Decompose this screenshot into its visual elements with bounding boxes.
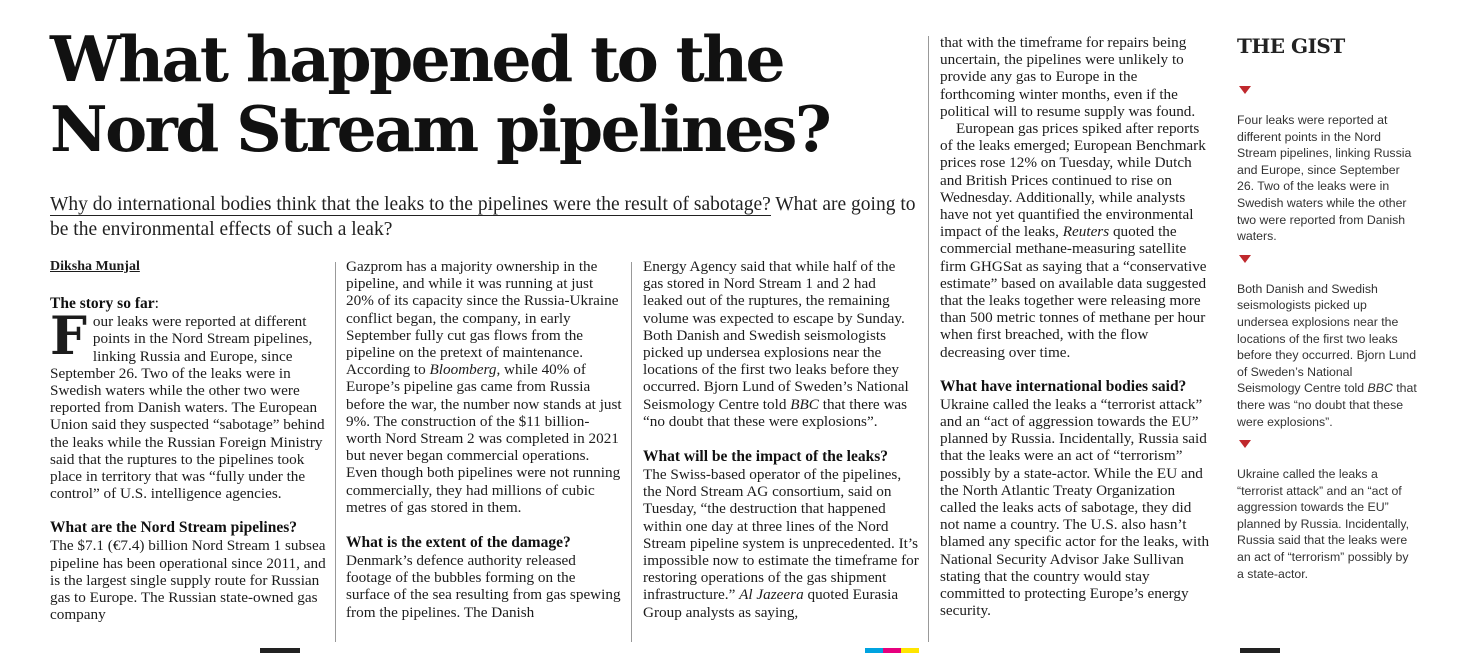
column-4 <box>940 34 1212 620</box>
byline[interactable]: Diksha Munjal <box>50 259 140 274</box>
registration-mark <box>901 648 919 653</box>
heading-story-so-far: The story so far: <box>50 295 159 313</box>
gist-item: Both Danish and Swedish seismologists picked up undersea explosions near the locations of the first two leaks before they occurred. Bjorn Lund of Sweden’s National Seismology Centre told BBC that there was “no doubt that these were explosions”. <box>1237 281 1417 429</box>
extent-paragraph: Denmark’s defence authority released footage of the bubbles forming on the surface of the sea resulting from gas spewing from the pipelines. The Danish <box>346 552 621 621</box>
triangle-marker-icon <box>1239 255 1251 263</box>
what-paragraph: The $7.1 (€7.4) billion Nord Stream 1 subsea pipeline has been operational since 2011, and is the largest single supply route for Russian gas to Europe. The Russian state-owned gas company <box>50 537 326 624</box>
gazprom-paragraph: Gazprom has a majority ownership in the pipeline, and while it was running at just 20% of its capacity since the Russia-Ukraine conflict began, the company, in early September fully cut gas flows from the pipeline on the pretext of maintenance. According to Bloomberg, while 40% of Europe’s pipeline gas came from Russia before the war, the number now stands at just 9%. The construction of the $11 billion-worth Nord Stream 2 was completed in 2021 but never began commercial operations. Even though both pipelines were not running commercially, they had millions of cubic metres of gas stored in them. <box>346 258 622 516</box>
drop-cap: F <box>50 306 87 368</box>
registration-mark <box>883 648 901 653</box>
registration-mark <box>260 648 300 653</box>
standfirst <box>50 192 918 242</box>
standfirst-question: Why do international bodies think that the leaks to the pipelines were the result of sabotage? <box>50 194 771 215</box>
heading-impact: What will be the impact of the leaks? <box>643 448 888 466</box>
triangle-marker-icon <box>1239 86 1251 94</box>
standfirst-rest: What are going to be the environmental effects of such a leak? <box>50 194 916 240</box>
bodies-paragraph: Ukraine called the leaks a “terrorist attack” and an “act of aggression towards the EU” planned by Russia. Incidentally, Russia said that the leaks were an act of “terrorism” possibly by a state-actor. While the EU and the North Atlantic Treaty Organization called the leaks acts of sabotage, they did not name a country. The U.S. also hasn’t blamed any specific actor for the leaks, with National Security Advisor Jake Sullivan stating that the country would stay committed to protecting Europe’s energy security. <box>940 395 1210 620</box>
story-paragraph: Four leaks were reported at different points in the Nord Stream pipelines, linking Russia and Europe, since September 26. Two of the leaks were in Swedish waters while the other two were reported from Danish waters. The European Union said they suspected “sabotage” behind the leaks while the Russian Foreign Ministry said that the ruptures to the pipelines took place in territory that was “fully under the control” of U.S. intelligence agencies. <box>50 306 325 503</box>
article-title: What happened to the Nord Stream pipelines? <box>50 22 830 166</box>
column-rule <box>631 262 632 642</box>
column-1 <box>50 258 326 623</box>
column-3 <box>643 258 919 621</box>
registration-mark <box>865 648 883 653</box>
column-rule <box>335 262 336 642</box>
triangle-marker-icon <box>1239 440 1251 448</box>
column-rule <box>928 36 929 642</box>
gist-title: THE GIST <box>1237 34 1345 58</box>
registration-mark <box>1240 648 1280 653</box>
heading-what-are-pipelines: What are the Nord Stream pipelines? <box>50 519 297 537</box>
energy-agency-paragraph: Energy Agency said that while half of the gas stored in Nord Stream 1 and 2 had leaked out of the ruptures, the remaining volume was expected to escape by Sunday. Both Danish and Swedish seismologists picked up undersea explosions near the locations of the first two leaks before they occurred. Bjorn Lund of Sweden’s National Seismology Centre told BBC that there was “no doubt that these were explosions”. <box>643 258 909 430</box>
column-2 <box>346 258 622 621</box>
repairs-paragraph: that with the timeframe for repairs being uncertain, the pipelines were unlikely to provide any gas to Europe in the forthcoming winter months, even if the political will to resume supply was found. <box>940 34 1196 120</box>
gist-item: Ukraine called the leaks a “terrorist attack” and an “act of aggression towards the EU” planned by Russia. Incidentally, Russia said that the leaks were an act of “terrorism” possibly by a state-actor. <box>1237 467 1410 581</box>
gist-item: Four leaks were reported at different points in the Nord Stream pipelines, linking Russia and Europe, since September 26. Two of the leaks were in Swedish waters while the other two were reported from Danish waters. <box>1237 113 1412 244</box>
impact-paragraph: The Swiss-based operator of the pipelines, the Nord Stream AG consortium, said on Tuesday, “the destruction that happened within one day at three lines of the Nord Stream pipeline system is unprecedented. It’s impossible now to estimate the timeframe for restoring operations of the gas shipment infrastructure.” Al Jazeera quoted Eurasia Group analysts as saying, <box>643 466 919 621</box>
heading-international-bodies: What have international bodies said? <box>940 377 1187 395</box>
gist-sidebar <box>1237 34 1417 592</box>
gas-prices-paragraph: European gas prices spiked after reports of the leaks emerged; European Benchmark prices rose 12% on Tuesday, while Dutch and British Prices continued to rise on Wednesday. Additionally, while analysts have not yet quantified the environmental impact of the leaks, Reuters quoted the commercial methane-measuring satellite firm GHGSat as saying that a “conservative estimate” based on available data suggested that the leaks together were releasing more than 500 metric tonnes of methane per hour when first breached, with the flow decreasing over time. <box>940 120 1207 361</box>
heading-extent-of-damage: What is the extent of the damage? <box>346 534 571 552</box>
